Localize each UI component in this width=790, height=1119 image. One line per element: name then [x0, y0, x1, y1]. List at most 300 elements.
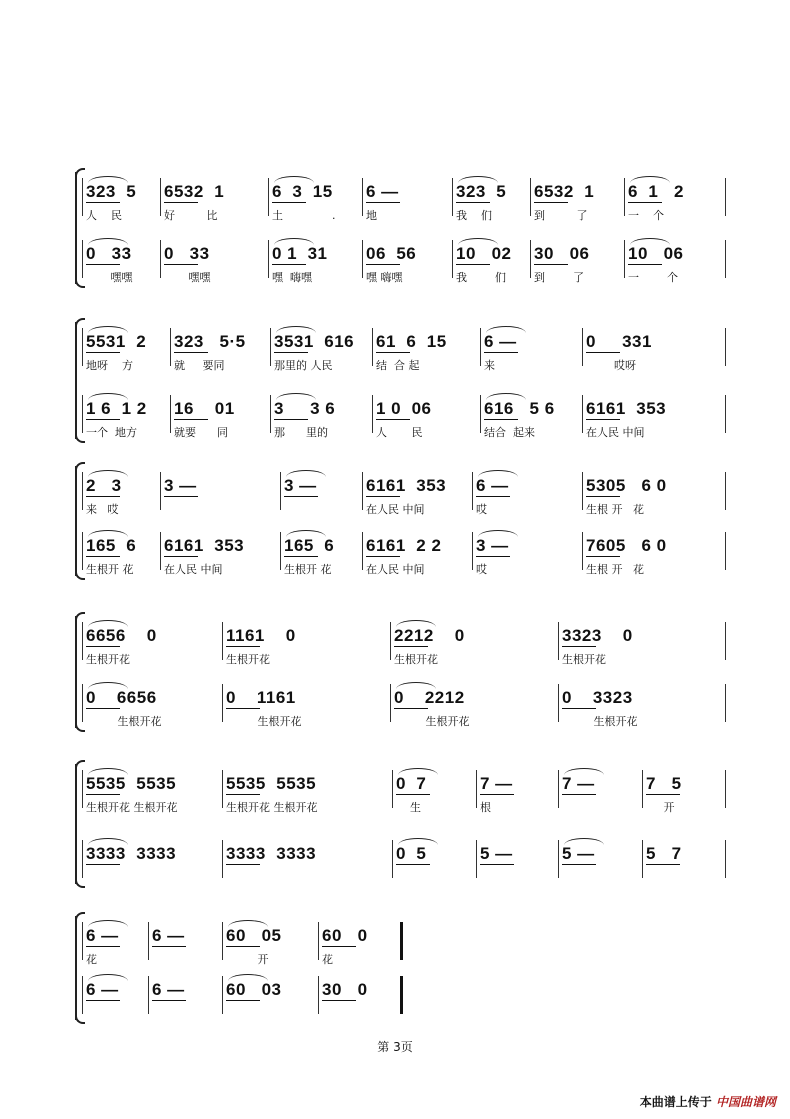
notes-bottom-measure-3: 0 1 31: [272, 244, 328, 263]
page-number: 第 3页: [377, 1040, 413, 1054]
notes-top-measure-5: 6 —: [484, 332, 517, 351]
barline: [725, 395, 726, 433]
barline: [160, 240, 161, 278]
beam-underline: [534, 264, 568, 265]
score-system: [0, 612, 790, 732]
barline: [472, 472, 473, 510]
lyric-bottom-measure-6: 到 了: [534, 271, 584, 284]
notes-bottom-measure-1: 165 6: [86, 536, 137, 555]
beam-underline: [484, 352, 518, 353]
slur: [630, 176, 670, 183]
barline: [558, 840, 559, 878]
lyric-bottom-measure-2: 生根开花: [226, 715, 302, 728]
barline: [725, 178, 726, 216]
lyric-bottom-measure-6: 生根 开 花: [586, 563, 644, 576]
slur: [276, 326, 316, 333]
lyric-top-measure-3: 土 .: [272, 209, 336, 222]
lyric-top-measure-4: 结 合 起: [376, 359, 420, 372]
beam-underline: [484, 419, 518, 420]
barline: [82, 178, 83, 216]
beam-underline: [534, 202, 568, 203]
beam-underline: [86, 264, 120, 265]
slur: [88, 238, 128, 245]
barline: [558, 684, 559, 722]
barline: [82, 472, 83, 510]
beam-underline: [86, 946, 120, 947]
beam-underline: [322, 1000, 356, 1001]
barline: [642, 770, 643, 808]
beam-underline: [164, 264, 198, 265]
barline: [392, 770, 393, 808]
beam-underline: [586, 352, 620, 353]
barline: [642, 840, 643, 878]
slur: [274, 238, 314, 245]
barline: [82, 328, 83, 366]
barline: [270, 395, 271, 433]
beam-underline: [476, 496, 510, 497]
notes-bottom-measure-3: 165 6: [284, 536, 335, 555]
barline: [82, 840, 83, 878]
lyric-bottom-measure-5: 结合 起来: [484, 426, 535, 439]
barline: [725, 472, 726, 510]
beam-underline: [562, 864, 596, 865]
slur: [88, 768, 128, 775]
barline: [82, 240, 83, 278]
beam-underline: [164, 556, 198, 557]
notes-bottom-measure-6: 30 06: [534, 244, 590, 263]
lyric-bottom-measure-3: 嘿 嗨嘿: [272, 271, 312, 284]
beam-underline: [366, 202, 400, 203]
score-system: [0, 462, 790, 580]
slur: [88, 620, 128, 627]
barline: [725, 622, 726, 660]
notes-bottom-measure-3: 0 5: [396, 844, 427, 863]
beam-underline: [272, 264, 306, 265]
lyric-bottom-measure-6: 在人民 中间: [586, 426, 645, 439]
beam-underline: [86, 419, 120, 420]
beam-underline: [562, 708, 596, 709]
lyric-top-measure-1: 来 哎: [86, 503, 119, 516]
barline: [725, 240, 726, 278]
slur: [276, 393, 316, 400]
lyric-bottom-measure-1: 嘿嘿: [86, 271, 133, 284]
barline: [452, 178, 453, 216]
beam-underline: [562, 646, 596, 647]
beam-underline: [376, 419, 410, 420]
beam-underline: [456, 202, 490, 203]
lyric-top-measure-1: 地呀 方: [86, 359, 133, 372]
beam-underline: [480, 794, 514, 795]
lyric-top-measure-2: 生根开花 生根开花: [226, 801, 318, 814]
beam-underline: [274, 352, 308, 353]
barline: [362, 532, 363, 570]
lyric-bottom-measure-1: 生根开 花: [86, 563, 134, 576]
notes-bottom-measure-5: 3 —: [476, 536, 509, 555]
notes-bottom-measure-4: 6161 2 2: [366, 536, 442, 555]
barline: [222, 976, 223, 1014]
barline: [390, 622, 391, 660]
notes-bottom-measure-2: 6 —: [152, 980, 185, 999]
slur: [478, 530, 518, 537]
barline: [82, 770, 83, 808]
notes-top-measure-4: 6 —: [366, 182, 399, 201]
barline: [624, 240, 625, 278]
barline: [268, 240, 269, 278]
notes-bottom-measure-1: 0 33: [86, 244, 132, 263]
lyric-top-measure-2: 就 要同: [174, 359, 225, 372]
beam-underline: [480, 864, 514, 865]
lyric-bottom-measure-5: 哎: [476, 563, 487, 576]
barline: [392, 840, 393, 878]
notes-top-measure-7: 6 1 2: [628, 182, 684, 201]
slur: [88, 393, 128, 400]
notes-bottom-measure-1: 0 6656: [86, 688, 157, 707]
barline: [480, 395, 481, 433]
lyric-top-measure-5: 我 们: [456, 209, 492, 222]
final-barline: [400, 922, 403, 960]
barline: [582, 328, 583, 366]
slur: [486, 393, 526, 400]
score-system: [0, 912, 790, 1024]
notes-bottom-measure-5: 5 —: [562, 844, 595, 863]
notes-bottom-measure-5: 616 5 6: [484, 399, 555, 418]
barline: [582, 395, 583, 433]
notes-top-measure-4: 7 —: [480, 774, 513, 793]
slur: [88, 838, 128, 845]
notes-top-measure-1: 5531 2: [86, 332, 147, 351]
beam-underline: [274, 419, 308, 420]
beam-underline: [86, 556, 120, 557]
barline: [82, 684, 83, 722]
barline: [558, 622, 559, 660]
notes-top-measure-2: 323 5·5: [174, 332, 246, 351]
beam-underline: [174, 419, 208, 420]
beam-underline: [226, 864, 260, 865]
notes-bottom-measure-7: 10 06: [628, 244, 684, 263]
lyric-top-measure-6: 哎呀: [586, 359, 636, 372]
notes-bottom-measure-5: 10 02: [456, 244, 512, 263]
lyric-top-measure-1: 花: [86, 953, 97, 966]
notes-bottom-measure-3: 3 3 6: [274, 399, 336, 418]
slur: [88, 920, 128, 927]
beam-underline: [562, 794, 596, 795]
barline: [582, 472, 583, 510]
notes-top-measure-3: 3 —: [284, 476, 317, 495]
notes-bottom-measure-1: 3333 3333: [86, 844, 177, 863]
beam-underline: [272, 202, 306, 203]
lyric-top-measure-3: 生: [396, 801, 421, 814]
slur: [88, 530, 128, 537]
beam-underline: [226, 646, 260, 647]
lyric-top-measure-7: 一 个: [628, 209, 664, 222]
barline: [624, 178, 625, 216]
barline: [372, 395, 373, 433]
beam-underline: [86, 352, 120, 353]
barline: [170, 395, 171, 433]
slur: [88, 326, 128, 333]
notes-bottom-measure-3: 0 2212: [394, 688, 465, 707]
barline: [82, 922, 83, 960]
beam-underline: [226, 1000, 260, 1001]
notes-bottom-measure-4: 1 0 06: [376, 399, 432, 418]
lyric-top-measure-4: 根: [480, 801, 491, 814]
lyric-top-measure-4: 地: [366, 209, 377, 222]
notes-bottom-measure-4: 06 56: [366, 244, 417, 263]
barline: [725, 840, 726, 878]
notes-top-measure-2: 6532 1: [164, 182, 225, 201]
lyric-top-measure-4: 生根开花: [562, 653, 606, 666]
notes-top-measure-1: 6 —: [86, 926, 119, 945]
barline: [280, 532, 281, 570]
notes-top-measure-1: 2 3: [86, 476, 122, 495]
barline: [582, 532, 583, 570]
barline: [160, 472, 161, 510]
barline: [725, 532, 726, 570]
beam-underline: [164, 202, 198, 203]
beam-underline: [646, 794, 680, 795]
notes-top-measure-3: 0 7: [396, 774, 427, 793]
notes-top-measure-2: 1161 0: [226, 626, 296, 645]
notes-top-measure-3: 2212 0: [394, 626, 465, 645]
lyric-top-measure-6: 开: [646, 801, 675, 814]
barline: [160, 532, 161, 570]
notes-bottom-measure-6: 7605 6 0: [586, 536, 667, 555]
beam-underline: [586, 496, 620, 497]
notes-top-measure-6: 6532 1: [534, 182, 595, 201]
barline: [222, 922, 223, 960]
lyric-top-measure-4: 在人民 中间: [366, 503, 425, 516]
notes-top-measure-1: 6656 0: [86, 626, 157, 645]
lyric-top-measure-3: 开: [226, 953, 269, 966]
beam-underline: [86, 202, 120, 203]
beam-underline: [86, 708, 120, 709]
notes-top-measure-2: 5535 5535: [226, 774, 317, 793]
beam-underline: [86, 794, 120, 795]
beam-underline: [366, 264, 400, 265]
slur: [398, 838, 438, 845]
lyric-bottom-measure-4: 嘿 嗨嘿: [366, 271, 403, 284]
barline: [725, 770, 726, 808]
barline: [452, 240, 453, 278]
credit-text: 本曲谱上传于: [639, 1095, 712, 1109]
slur: [88, 974, 128, 981]
beam-underline: [152, 1000, 186, 1001]
lyric-bottom-measure-4: 生根开花: [562, 715, 638, 728]
lyric-bottom-measure-7: 一 个: [628, 271, 678, 284]
lyric-top-measure-3: 那里的 人民: [274, 359, 333, 372]
lyric-bottom-measure-3: 那 里的: [274, 426, 328, 439]
lyric-top-measure-2: 生根开花: [226, 653, 270, 666]
slur: [274, 176, 314, 183]
barline: [222, 840, 223, 878]
beam-underline: [152, 946, 186, 947]
notes-top-measure-1: 5535 5535: [86, 774, 177, 793]
slur: [88, 470, 128, 477]
barline: [148, 976, 149, 1014]
barline: [82, 622, 83, 660]
notes-top-measure-3: 60 05: [226, 926, 282, 945]
beam-underline: [86, 646, 120, 647]
barline: [160, 178, 161, 216]
lyric-top-measure-5: 来: [484, 359, 495, 372]
beam-underline: [86, 864, 120, 865]
notes-bottom-measure-2: 6161 353: [164, 536, 245, 555]
notes-bottom-measure-2: 16 01: [174, 399, 235, 418]
beam-underline: [628, 202, 662, 203]
notes-bottom-measure-4: 30 0: [322, 980, 368, 999]
site-logo: 中国曲谱网: [715, 1095, 776, 1109]
beam-underline: [86, 1000, 120, 1001]
notes-bottom-measure-6: 6161 353: [586, 399, 667, 418]
beam-underline: [628, 264, 662, 265]
notes-bottom-measure-4: 0 3323: [562, 688, 633, 707]
barline: [372, 328, 373, 366]
notes-top-measure-6: 5305 6 0: [586, 476, 667, 495]
notes-top-measure-3: 6 3 15: [272, 182, 333, 201]
lyric-top-measure-6: 生根 开 花: [586, 503, 644, 516]
lyric-top-measure-1: 生根开花 生根开花: [86, 801, 178, 814]
beam-underline: [226, 708, 260, 709]
barline: [390, 684, 391, 722]
beam-underline: [586, 556, 620, 557]
barline: [148, 922, 149, 960]
barline: [480, 328, 481, 366]
notes-top-measure-5: 323 5: [456, 182, 507, 201]
barline: [222, 770, 223, 808]
barline: [318, 976, 319, 1014]
slur: [286, 470, 326, 477]
slur: [458, 238, 498, 245]
beam-underline: [366, 556, 400, 557]
barline: [222, 684, 223, 722]
barline: [725, 684, 726, 722]
score-system: [0, 318, 790, 443]
notes-top-measure-1: 323 5: [86, 182, 137, 201]
barline: [280, 472, 281, 510]
beam-underline: [394, 646, 428, 647]
notes-top-measure-6: 7 5: [646, 774, 682, 793]
beam-underline: [396, 864, 430, 865]
slur: [630, 238, 670, 245]
lyric-bottom-measure-3: 生根开花: [394, 715, 470, 728]
notes-top-measure-2: 3 —: [164, 476, 197, 495]
score-system: [0, 168, 790, 288]
beam-underline: [586, 419, 620, 420]
notes-bottom-measure-2: 3333 3333: [226, 844, 317, 863]
notes-bottom-measure-2: 0 33: [164, 244, 210, 263]
slur: [458, 176, 498, 183]
slur: [396, 682, 436, 689]
slur: [286, 530, 326, 537]
lyric-bottom-measure-4: 在人民 中间: [366, 563, 425, 576]
barline: [476, 840, 477, 878]
beam-underline: [164, 496, 198, 497]
notes-bottom-measure-4: 5 —: [480, 844, 513, 863]
notes-top-measure-4: 61 6 15: [376, 332, 447, 351]
lyric-bottom-measure-2: 嘿嘿: [164, 271, 211, 284]
notes-top-measure-4: 6161 353: [366, 476, 447, 495]
beam-underline: [226, 794, 260, 795]
slur: [88, 682, 128, 689]
lyric-bottom-measure-2: 在人民 中间: [164, 563, 223, 576]
beam-underline: [476, 556, 510, 557]
barline: [82, 532, 83, 570]
slur: [88, 176, 128, 183]
barline: [222, 622, 223, 660]
barline: [530, 178, 531, 216]
slur: [228, 974, 268, 981]
barline: [318, 922, 319, 960]
beam-underline: [394, 708, 428, 709]
beam-underline: [174, 352, 208, 353]
beam-underline: [396, 794, 430, 795]
beam-underline: [322, 946, 356, 947]
beam-underline: [226, 946, 260, 947]
lyric-top-measure-1: 人 民: [86, 209, 122, 222]
notes-bottom-measure-6: 5 7: [646, 844, 682, 863]
lyric-bottom-measure-3: 生根开 花: [284, 563, 332, 576]
slur: [564, 838, 604, 845]
notes-top-measure-4: 60 0: [322, 926, 368, 945]
notes-top-measure-2: 6 —: [152, 926, 185, 945]
beam-underline: [376, 352, 410, 353]
barline: [82, 395, 83, 433]
slur: [564, 768, 604, 775]
beam-underline: [284, 496, 318, 497]
lyric-top-measure-6: 到 了: [534, 209, 588, 222]
barline: [170, 328, 171, 366]
slur: [396, 620, 436, 627]
barline: [268, 178, 269, 216]
notes-bottom-measure-1: 6 —: [86, 980, 119, 999]
notes-top-measure-3: 3531 616: [274, 332, 355, 351]
lyric-top-measure-5: 哎: [476, 503, 487, 516]
upload-credit: [640, 1093, 776, 1110]
notes-bottom-measure-2: 0 1161: [226, 688, 296, 707]
lyric-bottom-measure-4: 人 民: [376, 426, 423, 439]
lyric-top-measure-4: 花: [322, 953, 333, 966]
beam-underline: [366, 496, 400, 497]
lyric-top-measure-1: 生根开花: [86, 653, 130, 666]
lyric-bottom-measure-1: 生根开花: [86, 715, 162, 728]
lyric-bottom-measure-2: 就要 同: [174, 426, 228, 439]
barline: [270, 328, 271, 366]
notes-top-measure-5: 6 —: [476, 476, 509, 495]
notes-top-measure-4: 3323 0: [562, 626, 633, 645]
slur: [486, 326, 526, 333]
lyric-top-measure-2: 好 比: [164, 209, 218, 222]
barline: [362, 240, 363, 278]
barline: [472, 532, 473, 570]
notes-top-measure-6: 0 331: [586, 332, 652, 351]
beam-underline: [284, 556, 318, 557]
beam-underline: [456, 264, 490, 265]
barline: [530, 240, 531, 278]
beam-underline: [86, 496, 120, 497]
lyric-bottom-measure-1: 一个 地方: [86, 426, 137, 439]
notes-bottom-measure-1: 1 6 1 2: [86, 399, 147, 418]
lyric-top-measure-3: 生根开花: [394, 653, 438, 666]
notes-top-measure-5: 7 —: [562, 774, 595, 793]
barline: [558, 770, 559, 808]
barline: [476, 770, 477, 808]
score-system: [0, 760, 790, 888]
slur: [398, 768, 438, 775]
beam-underline: [646, 864, 680, 865]
barline: [82, 976, 83, 1014]
final-barline: [400, 976, 403, 1014]
barline: [362, 178, 363, 216]
